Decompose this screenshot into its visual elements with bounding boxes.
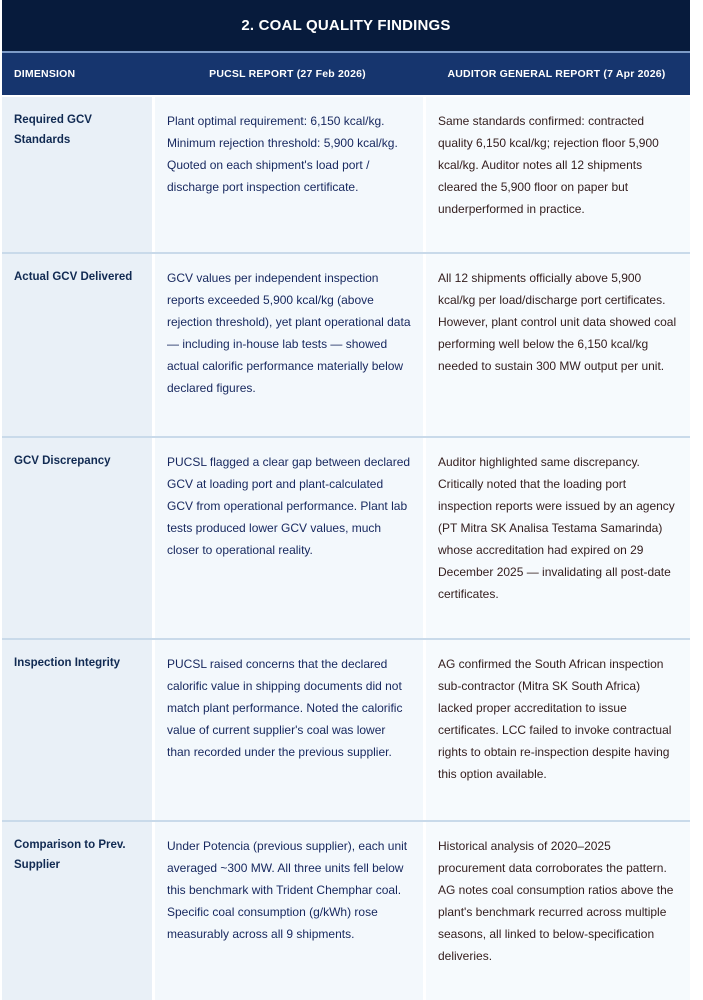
dimension-cell: Required GCV Standards [2,97,152,252]
table-title: 2. COAL QUALITY FINDINGS [2,0,690,53]
auditor-general-report-cell: All 12 shipments officially above 5,900 kcal/kg per load/discharge port certificates. However, plant control unit data showed coal performing well below the 6,150 kcal/kg needed to sustain 300 MW output per unit. [426,254,690,436]
table-row-inspection-integrity [2,638,690,820]
column-header-pucsl-report: PUCSL REPORT (27 Feb 2026) [209,68,366,80]
auditor-general-report-cell: Auditor highlighted same discrepancy. Critically noted that the loading port inspection reports were issued by an agency (PT Mitra SK Analisa Testama Samarinda) whose accreditation had expired on 29 December 2025 — invalidating all post-date certificates. [426,438,690,638]
auditor-general-report-cell: Historical analysis of 2020–2025 procurement data corroborates the pattern. AG notes coal consumption ratios above the plant's benchmark recurred across multiple seasons, all linked to below-specification deliveries. [426,822,690,1000]
coal-quality-findings-table [2,0,690,1000]
dimension-cell: Inspection Integrity [2,640,152,820]
column-header-auditor-general-report: AUDITOR GENERAL REPORT (7 Apr 2026) [447,68,666,80]
table-row-comparison-to-prev-supplier [2,820,690,1000]
pucsl-report-cell: Under Potencia (previous supplier), each unit averaged ~300 MW. All three units fell below this benchmark with Trident Chemphar coal. Specific coal consumption (g/kWh) rose measurably across all 9 shipments. [155,822,423,1000]
dimension-cell: Actual GCV Delivered [2,254,152,436]
dimension-cell: GCV Discrepancy [2,438,152,638]
table-header-row [2,53,690,95]
pucsl-report-cell: GCV values per independent inspection reports exceeded 5,900 kcal/kg (above rejection threshold), yet plant operational data — including in-house lab tests — showed actual calorific performance materially below declared figures. [155,254,423,436]
table-row-required-gcv-standards [2,95,690,252]
column-header-dimension: DIMENSION [14,68,76,80]
auditor-general-report-cell: Same standards confirmed: contracted quality 6,150 kcal/kg; rejection floor 5,900 kcal/kg. Auditor notes all 12 shipments cleared the 5,900 floor on paper but underperformed in practice. [426,97,690,252]
table-row-actual-gcv-delivered [2,252,690,436]
auditor-general-report-cell: AG confirmed the South African inspection sub-contractor (Mitra SK South Africa) lacked proper accreditation to issue certificates. LCC failed to invoke contractual rights to obtain re-inspection despite having this option available. [426,640,690,820]
pucsl-report-cell: Plant optimal requirement: 6,150 kcal/kg. Minimum rejection threshold: 5,900 kcal/kg. Quoted on each shipment's load port / discharge port inspection certificate. [155,97,423,252]
pucsl-report-cell: PUCSL flagged a clear gap between declared GCV at loading port and plant-calculated GCV from operational performance. Plant lab tests produced lower GCV values, much closer to operational reality. [155,438,423,638]
pucsl-report-cell: PUCSL raised concerns that the declared calorific value in shipping documents did not match plant performance. Noted the calorific value of current supplier's coal was lower than recorded under the previous supplier. [155,640,423,820]
table-row-gcv-discrepancy [2,436,690,638]
dimension-cell: Comparison to Prev. Supplier [2,822,152,1000]
